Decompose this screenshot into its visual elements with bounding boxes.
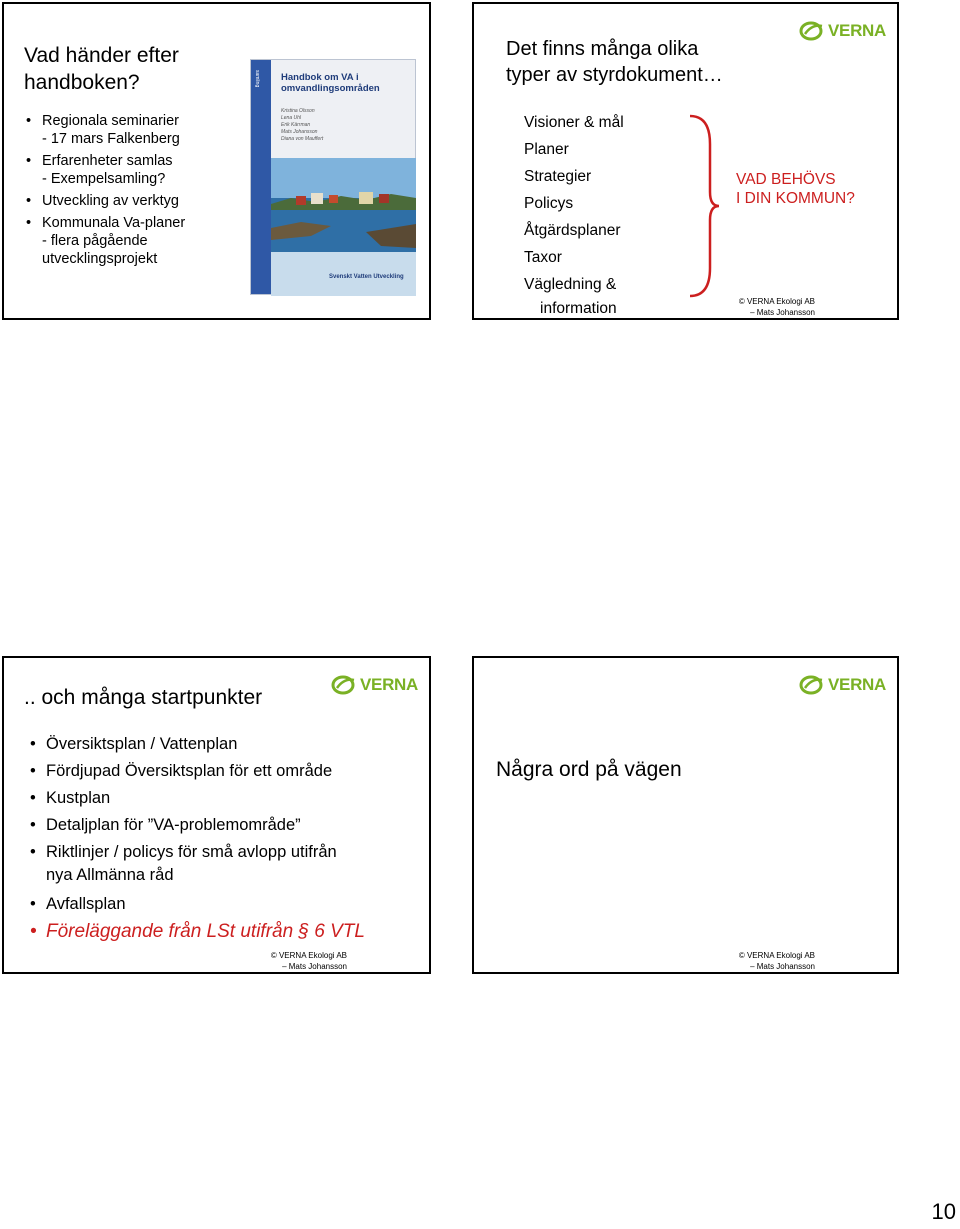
copyright-line-2: – Mats Johansson [750,962,815,971]
copyright-notice [700,296,815,318]
verna-leaf-icon [799,674,825,696]
list-item: Vägledning & [524,276,617,293]
copyright-notice [232,950,347,972]
list-item: Åtgärdsplaner [524,222,621,239]
copyright-line-1: © VERNA Ekologi AB [738,951,815,960]
slide-4 [472,656,899,974]
list-item: • Fördjupad Översiktsplan för ett område [28,758,428,785]
page-number: 10 [931,1199,956,1224]
slide-2 [472,2,899,320]
slide-3-title: .. och många startpunkter [24,686,263,709]
list-item-highlighted: • Föreläggande från LSt utifrån § 6 VTL [28,918,428,945]
verna-logo [799,20,886,42]
list-item: • Regionala seminarier - 17 mars Falkenberg [24,112,244,148]
verna-leaf-icon [331,674,357,696]
slide-1 [2,2,431,320]
red-question: VAD BEHÖVS I DIN KOMMUN? [736,171,855,207]
list-item: • Kommunala Va-planer - flera pågående utvecklingsprojekt [24,214,244,268]
archipelago-photo [271,158,416,252]
handbook-cover-image [250,59,416,295]
list-item: Planer [524,141,569,158]
list-item: Policys [524,195,574,212]
book-title: Handbok om VA i omvandlingsområden [281,72,380,94]
verna-logo [331,674,418,696]
list-item: • Översiktsplan / Vattenplan [28,731,428,758]
slide-3-bullets [28,731,428,945]
slide-3 [2,656,431,974]
list-item: Taxor [524,249,562,266]
right-curly-brace-icon [686,114,722,298]
copyright-notice [700,950,815,972]
list-item: • Kustplan [28,785,428,812]
verna-logo-text: VERNA [828,21,887,40]
slide-1-title: Vad händer efter handboken? [24,44,179,94]
book-spine [251,60,271,294]
copyright-line-2: – Mats Johansson [750,308,815,317]
book-authors: Kristina Olsson Lena Uhl Erik Kärrman Mats Johansson Diana von Mauffert [281,108,324,142]
slide-1-bullets [24,112,244,272]
copyright-line-2: – Mats Johansson [282,962,347,971]
book-publisher: Svenskt Vatten Utveckling [329,274,404,280]
slide-4-title: Några ord på vägen [496,758,682,781]
list-item: Strategier [524,168,592,185]
verna-logo [799,674,886,696]
copyright-line-1: © VERNA Ekologi AB [270,951,347,960]
list-item: • Erfarenheter samlas - Exempelsamling? [24,152,244,188]
verna-logo-text: VERNA [360,675,419,694]
copyright-line-1: © VERNA Ekologi AB [738,297,815,306]
list-item: • Avfallsplan [28,891,428,918]
book-spine-text: samling [254,70,260,88]
slide-2-title: Det finns många olika typer av styrdokument… [506,38,723,86]
verna-logo-text: VERNA [828,675,887,694]
list-item: • Detaljplan för ”VA-problemområde” [28,812,428,839]
list-item: Visioner & mål [524,114,624,131]
list-item: • Utveckling av verktyg [24,192,244,210]
list-item: • Riktlinjer / policys för små avlopp utifrån nya Allmänna råd [28,841,428,887]
document-types-list [524,109,624,320]
list-item: information [540,300,617,317]
